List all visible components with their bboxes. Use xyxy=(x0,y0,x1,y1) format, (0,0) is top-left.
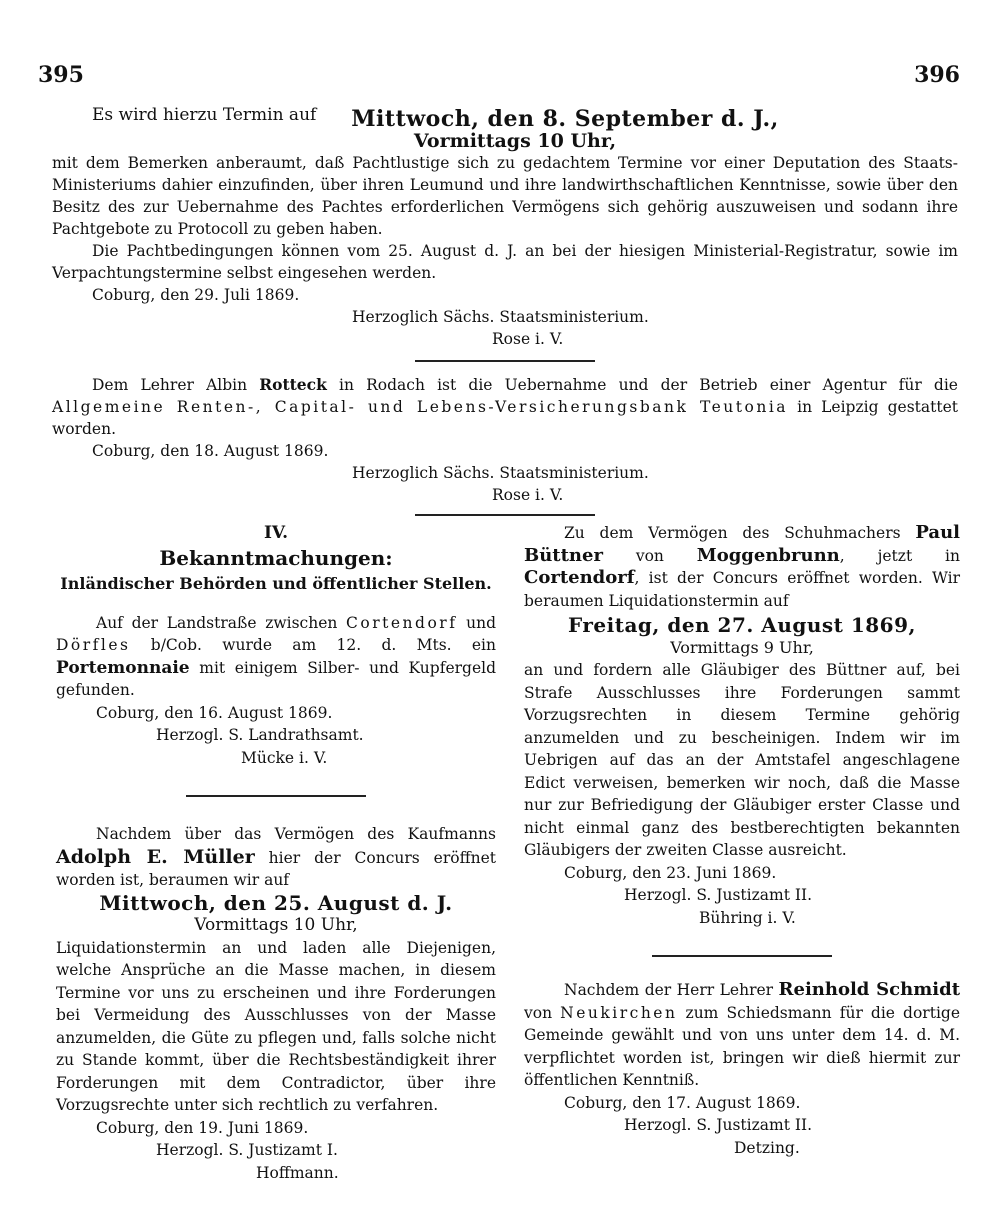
buettner-authority: Herzogl. S. Justizamt II. xyxy=(624,886,813,904)
buettner-place-date: Coburg, den 23. Juni 1869. xyxy=(564,863,777,882)
lease-date: Mittwoch, den 8. September d. J., xyxy=(351,106,779,132)
divider xyxy=(652,955,832,957)
lease-body-2: Die Pachtbedingungen können vom 25. August d. J. an bei der hiesigen Ministerial-Registratur, sowie im Verpachtungstermine selbst eingesehen werden. xyxy=(52,242,958,282)
divider xyxy=(186,795,366,797)
mueller-time: Vormittags 10 Uhr, xyxy=(194,915,358,935)
section-subtitle: Inländischer Behörden und öffentlicher Stellen. xyxy=(60,574,492,593)
lease-lead: Es wird hierzu Termin auf xyxy=(92,105,317,125)
bankruptcy-notice-mueller xyxy=(56,823,496,1184)
schmidt-body: Nachdem der Herr Lehrer Reinhold Schmidt von Neukirchen zum Schiedsmann für die dortige Gemeinde gewählt und von uns unter dem 14. d. M. verpflichtet worden ist, bringen wir dieß hiermit zur öffentlichen Kenntniß. xyxy=(524,979,961,1089)
page-number-left: 395 xyxy=(38,62,84,88)
agency-place-date: Coburg, den 18. August 1869. xyxy=(92,442,329,460)
found-authority: Herzogl. S. Landrathsamt. xyxy=(156,726,364,744)
right-column xyxy=(524,522,960,1159)
lease-signer: Rose i. V. xyxy=(492,330,564,348)
schmidt-signer: Detzing. xyxy=(734,1138,800,1157)
section-numeral: IV. xyxy=(263,523,289,543)
mueller-authority: Herzogl. S. Justizamt I. xyxy=(156,1141,338,1159)
divider xyxy=(415,514,595,516)
upper-section xyxy=(52,104,958,516)
agency-signer: Rose i. V. xyxy=(492,486,564,504)
section-title: Bekanntmachungen: xyxy=(159,545,393,570)
agency-body: Dem Lehrer Albin Rotteck in Rodach ist die Uebernahme und der Betrieb einer Agentur für die Allgemeine Renten-, Capital- und Lebens-Versicherungsbank Teutonia in Leipzig gestattet worden. xyxy=(52,375,958,438)
buettner-date: Freitag, den 27. August 1869, xyxy=(568,613,916,637)
page-number-right: 396 xyxy=(914,62,960,88)
lease-time: Vormittags 10 Uhr, xyxy=(413,130,617,152)
mueller-signer: Hoffmann. xyxy=(256,1163,339,1182)
buettner-intro: Zu dem Vermögen des Schuhmachers Paul Büttner von Moggenbrunn, jetzt in Cortendorf, ist der Concurs eröffnet worden. Wir beraumen Liquidationstermin auf xyxy=(524,522,960,610)
lease-authority: Herzoglich Sächs. Staatsministerium. xyxy=(352,308,649,326)
agency-notice xyxy=(52,374,958,506)
mueller-date: Mittwoch, den 25. August d. J. xyxy=(99,890,453,915)
bankruptcy-notice-buettner xyxy=(524,522,960,929)
arbitrator-notice xyxy=(524,979,960,1159)
schmidt-place-date: Coburg, den 17. August 1869. xyxy=(564,1093,801,1112)
buettner-signer: Bühring i. V. xyxy=(699,908,796,927)
lease-place-date: Coburg, den 29. Juli 1869. xyxy=(92,286,300,304)
mueller-intro: Nachdem über das Vermögen des Kaufmanns Adolph E. Müller hier der Concurs eröffnet worden ist, beraumen wir auf xyxy=(56,825,496,889)
schmidt-authority: Herzogl. S. Justizamt II. xyxy=(624,1116,813,1134)
found-body: Auf der Landstraße zwischen Cortendorf und Dörfles b/Cob. wurde am 12. d. Mts. ein Portemonnaie mit einigem Silber- und Kupfergeld gefunden. xyxy=(56,613,496,699)
buettner-time: Vormittags 9 Uhr, xyxy=(670,637,814,657)
divider xyxy=(415,360,595,362)
left-column xyxy=(56,522,496,1184)
agency-authority: Herzoglich Sächs. Staatsministerium. xyxy=(352,464,649,482)
mueller-place-date: Coburg, den 19. Juni 1869. xyxy=(96,1118,309,1137)
buettner-body: an und fordern alle Gläubiger des Büttner auf, bei Strafe Ausschlusses ihre Forderungen sammt Vorzugsrechten in diesem Termine gehörig anzumelden und zu bescheinigen. Indem wir im Uebrigen auf das an der Amtstafel angeschlagene Edict verweisen, bemerken wir noch, daß die Masse nur zur Befriedigung der Gläubiger erster Classe und nicht einmal ganz des bestberechtigten bekannten Gläubigers der zweiten Classe ausreicht. xyxy=(524,661,960,859)
mueller-body: Liquidationstermin an und laden alle Diejenigen, welche Ansprüche an die Masse machen, in diesem Termine vor uns zu erscheinen und ihre Forderungen bei Vermeidung des Ausschlusses von der Masse anzumelden, die Güte zu pflegen und, falls solche nicht zu Stande kommt, über die Rechtsbeständigkeit ihrer Forderungen mit dem Contradictor, über ihre Vorzugsrechte unter sich rechtlich zu verfahren. xyxy=(56,938,496,1114)
lease-body: mit dem Bemerken anberaumt, daß Pachtlustige sich zu gedachtem Termine vor einer Deputation des Staats-Ministeriums dahier einzufinden, über ihren Leumund und ihre landwirthschaftlichen Kenntnisse, sowie über den Besitz des zur Uebernahme des Pachtes erforderlichen Vermögens sich gehörig auszuweisen und sodann ihre Pachtgebote zu Protocoll zu geben haben. xyxy=(52,154,958,238)
found-notice xyxy=(56,612,496,770)
lease-notice xyxy=(52,104,958,350)
found-place-date: Coburg, den 16. August 1869. xyxy=(96,703,333,722)
found-signer: Mücke i. V. xyxy=(241,748,328,767)
